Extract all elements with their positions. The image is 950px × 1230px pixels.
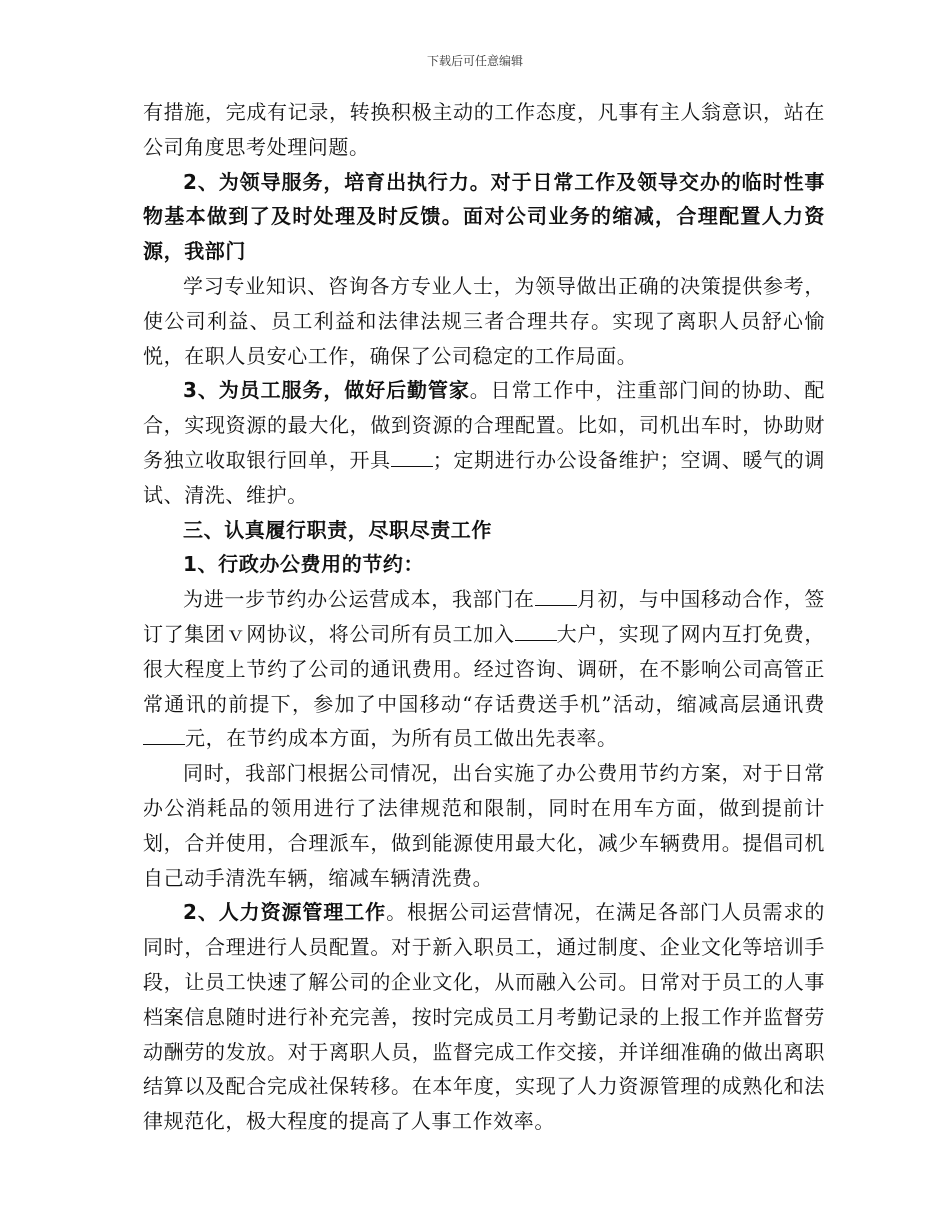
blank-line (535, 587, 577, 606)
paragraph-5-text-b: 月初，与中国移动合作，签订了集团ｖ网协议，将公司所有员工加入 (143, 587, 826, 646)
paragraph-5-text-a: 为进一步节约办公运营成本，我部门在 (183, 587, 535, 612)
paragraph-5-text-d: 元，在节约成本方面，为所有员工做出先表率。 (185, 726, 618, 751)
blank-line (391, 448, 433, 467)
paragraph-5-text-c: 大户，实现了网内互打免费，很大程度上节约了公司的通讯费用。经过咨询、调研，在不影响公司高管正常通讯的前提下，参加了中国移动“存话费送手机”活动，缩减高层通讯费 (143, 621, 825, 716)
paragraph-5 (143, 582, 825, 756)
document-body (143, 95, 825, 1139)
paragraph-1: 有措施，完成有记录，转换积极主动的工作态度，凡事有主人翁意识，站在公司角度思考处理问题。 (143, 100, 825, 159)
blank-line (143, 726, 185, 745)
paragraph-7-heading: 2、人力资源管理工作 (183, 900, 387, 925)
paragraph-7-text: 。根据公司运营情况，在满足各部门人员需求的同时，合理进行人员配置。对于新入职员工，通过制度、企业文化等培训手段，让员工快速了解公司的企业文化，从而融入公司。日常对于员工的人事档案信息随时进行补充完善，按时完成员工月考勤记录的上报工作并监督劳动酬劳的发放。对于离职人员，监督完成工作交接，并详细准确的做出离职结算以及配合完成社保转移。在本年度，实现了人力资源管理的成熟化和法律规范化，极大程度的提高了人事工作效率。 (143, 900, 825, 1134)
paragraph-3: 学习专业知识、咨询各方专业人士，为领导做出正确的决策提供参考，使公司利益、员工利益和法律法规三者合理共存。实现了离职人员舒心愉悦，在职人员安心工作，确保了公司稳定的工作局面。 (143, 273, 825, 368)
section-3-heading: 三、认真履行职责，尽职尽责工作 (183, 517, 492, 542)
paragraph-4-text-a: 。日常工作中，注重部门间的协助、配合，实现资源的最大化，做到资源的合理配置。比如，司机出车时，协助财务独立收取银行回单，开具 (143, 378, 825, 472)
subsection-1-heading: 1、行政办公费用的节约： (183, 552, 425, 577)
paragraph-2-heading: 2、为领导服务，培育出执行力。对于日常工作及领导交办的临时性事物基本做到了及时处理及时反馈。面对公司业务的缩减，合理配置人力资源，我部门 (143, 169, 825, 264)
paragraph-7 (143, 895, 825, 1139)
paragraph-4 (143, 373, 825, 512)
page-header: 下载后可任意编辑 (426, 54, 523, 68)
paragraph-6: 同时，我部门根据公司情况，出台实施了办公费用节约方案，对于日常办公消耗品的领用进行了法律规范和限制，同时在用车方面，做到提前计划，合并使用，合理派车，做到能源使用最大化，减少车辆费用。提倡司机自己动手清洗车辆，缩减车辆清洗费。 (143, 761, 825, 890)
blank-line (515, 622, 557, 641)
paragraph-4-text-b: ；定期进行办公设备维护；空调、暖气的调试、清洗、维护。 (143, 447, 825, 507)
paragraph-4-heading: 3、为员工服务，做好后勤管家 (183, 378, 470, 403)
